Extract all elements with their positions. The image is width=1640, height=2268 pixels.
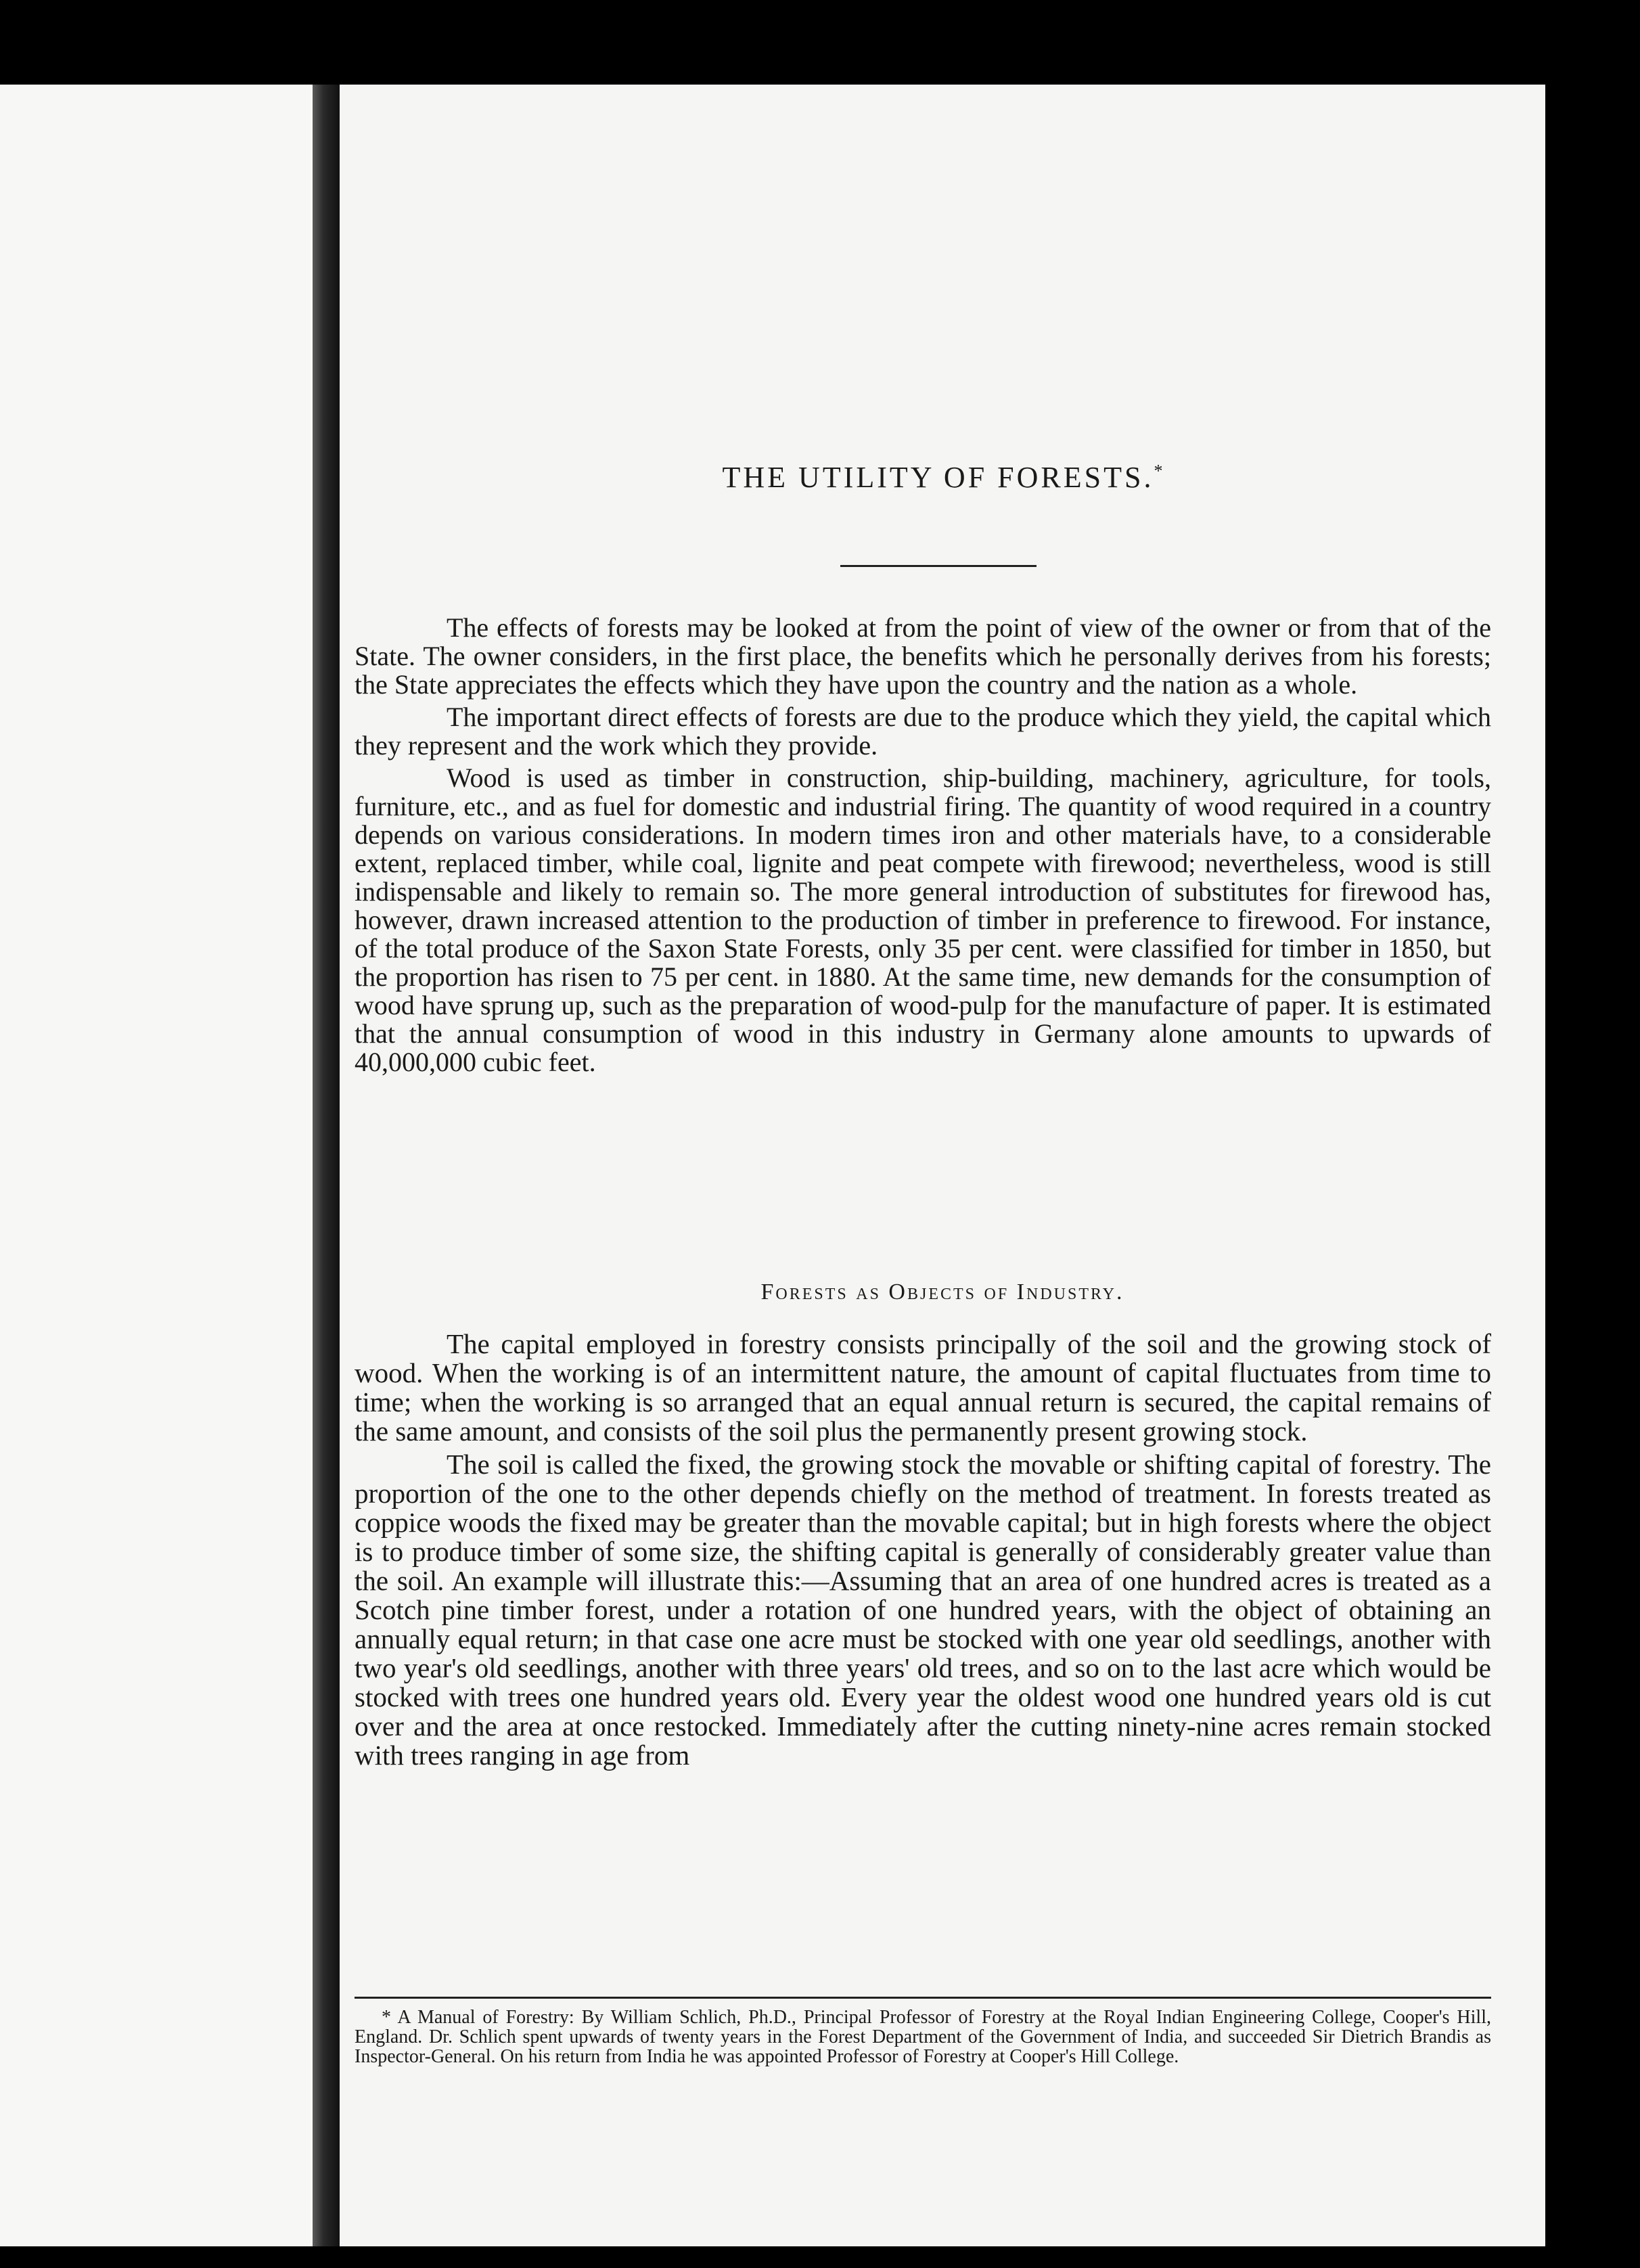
footnote: * A Manual of Forestry: By William Schlich, Ph.D., Principal Professor of Forestry at the Royal Indian Engineering College, Cooper's Hill, England. Dr. Schlich spent upwards of twenty years in the Forest Department of the Government of India, and succeeded Sir Dietrich Brandis as Inspector-General. On his return from India he was appointed Professor of Forestry at Cooper's Hill College. bbox=[355, 2007, 1491, 2067]
title-footnote-mark: * bbox=[1154, 461, 1163, 481]
paragraph: Wood is used as timber in construction, ship-building, machinery, agriculture, for tools, furniture, etc., and as fuel for domestic and industrial firing. The quantity of wood required in a country depends on various considerations. In modern times iron and other materials have, to a considerable extent, replaced timber, while coal, lignite and peat compete with firewood; nevertheless, wood is still indispensable and likely to remain so. The more general introduction of substitutes for firewood has, however, drawn increased attention to the production of timber in preference to firewood. For instance, of the total produce of the Saxon State Forests, only 35 per cent. were classified for timber in 1850, but the proportion has risen to 75 per cent. in 1880. At the same time, new demands for the consumption of wood have sprung up, such as the preparation of wood-pulp for the manufacture of paper. It is estimated that the annual consumption of wood in this industry in Germany alone amounts to upwards of 40,000,000 cubic feet. bbox=[355, 763, 1491, 1077]
right-page bbox=[340, 85, 1545, 2246]
paragraph: The capital employed in forestry consists principally of the soil and the growing stock of wood. When the working is of an intermittent nature, the amount of capital fluctuates from time to time; when the working is so arranged that an equal annual return is secured, the capital remains of the same amount, and consists of the soil plus the permanently present growing stock. bbox=[355, 1328, 1491, 1447]
title-text: THE UTILITY OF FORESTS. bbox=[722, 461, 1154, 494]
paragraph: The important direct effects of forests are due to the produce which they yield, the capital which they represent and the work which they provide. bbox=[355, 702, 1491, 761]
footnote-rule bbox=[355, 1997, 1491, 1999]
section-text bbox=[355, 1330, 1491, 1774]
title-rule bbox=[840, 565, 1037, 567]
section-heading: Forests as Objects of Industry. bbox=[760, 1279, 1124, 1305]
paragraph: The soil is called the fixed, the growing stock the movable or shifting capital of forestry. The proportion of the one to the other depends chiefly on the method of treatment. In forests treated as coppice woods the fixed may be greater than the movable capital; but in high forests where the object is to produce timber of some size, the shifting capital is generally of considerably greater value than the soil. An example will illustrate this:—Assuming that an area of one hundred acres is treated as a Scotch pine timber forest, under a rotation of one hundred years, with the object of obtaining an annually equal return; in that case one acre must be stocked with one year old seedlings, another with two year's old seedlings, another with three years' old trees, and so on to the last acre which would be stocked with trees one hundred years old. Every year the oldest wood one hundred years old is cut over and the area at once restocked. Immediately after the cutting ninety-nine acres remain stocked with trees ranging in age from bbox=[355, 1449, 1491, 1771]
page-title bbox=[340, 460, 1545, 495]
book-spine-shadow bbox=[313, 85, 340, 2246]
left-page-blank bbox=[0, 85, 313, 2246]
paragraph: The effects of forests may be looked at from the point of view of the owner or from that of the State. The owner considers, in the first place, the benefits which he personally derives from his forests; the State appreciates the effects which they have upon the country and the nation as a whole. bbox=[355, 612, 1491, 700]
intro-text bbox=[355, 614, 1491, 1081]
